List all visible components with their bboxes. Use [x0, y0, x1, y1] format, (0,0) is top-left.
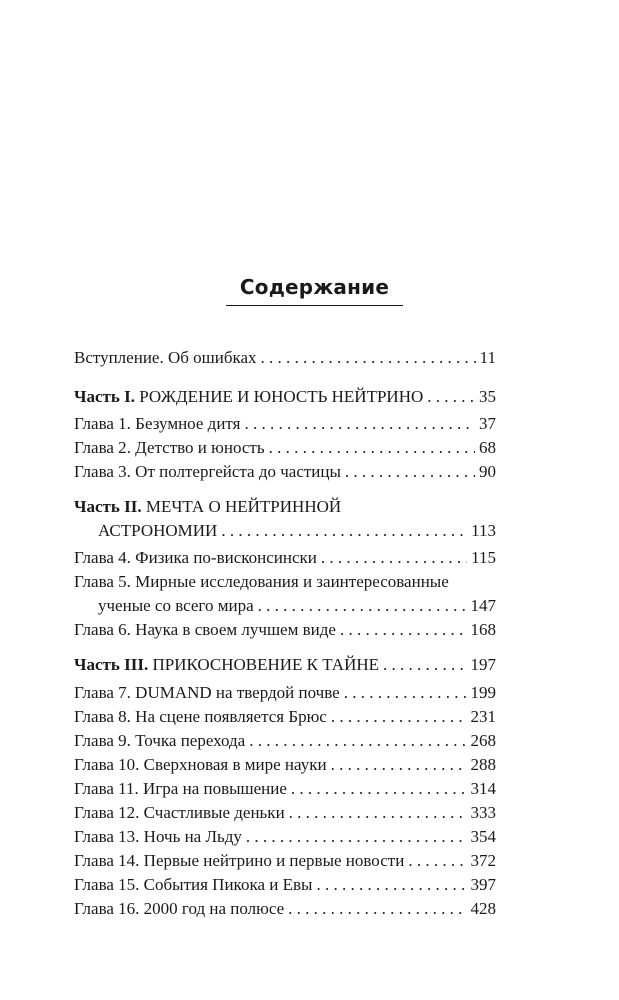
toc-entry-chapter-10[interactable]	[74, 753, 496, 777]
entry-page-number: 372	[470, 851, 496, 870]
toc-entry-chapter-1[interactable]	[74, 412, 496, 436]
toc-entry-intro[interactable]	[74, 346, 496, 370]
entry-label	[74, 385, 423, 409]
toc-entry-chapter-5-line-2[interactable]	[74, 594, 496, 618]
entry-page-number: 199	[470, 683, 496, 702]
entry-label: Глава 9. Точка перехода	[74, 731, 246, 750]
entry-page-number: 115	[471, 548, 496, 567]
entry-page-number: 397	[470, 875, 496, 894]
entry-label-line-2: ученые со всего мира	[98, 596, 254, 615]
entry-label: Глава 15. События Пикока и Евы	[74, 875, 313, 894]
dot-leader	[221, 519, 467, 543]
toc-entry-chapter-4[interactable]	[74, 546, 496, 570]
entry-label: Глава 1. Безумное дитя	[74, 414, 241, 433]
dot-leader	[331, 753, 467, 777]
toc-entry-chapter-5-line-1[interactable]	[74, 570, 496, 594]
toc-entry-part-2-line-1[interactable]	[74, 495, 496, 519]
entry-page-number: 37	[479, 414, 496, 433]
dot-leader	[331, 705, 467, 729]
toc-entry-chapter-7[interactable]	[74, 681, 496, 705]
entry-page-number: 354	[470, 827, 496, 846]
entry-page-number: 90	[479, 462, 496, 481]
dot-leader	[344, 681, 467, 705]
entry-page-number: 288	[470, 755, 496, 774]
entry-page-number: 147	[470, 596, 496, 615]
entry-label: Глава 3. От полтергейста до частицы	[74, 462, 341, 481]
toc-entry-chapter-11[interactable]	[74, 777, 496, 801]
dot-leader	[258, 594, 467, 618]
entry-page-number: 231	[470, 707, 496, 726]
entry-label: Глава 16. 2000 год на полюсе	[74, 899, 285, 918]
toc-entry-chapter-12[interactable]	[74, 801, 496, 825]
entry-label: Глава 14. Первые нейтрино и первые новости	[74, 851, 405, 870]
part-prefix: Часть I.	[74, 387, 135, 406]
part-title: РОЖДЕНИЕ И ЮНОСТЬ НЕЙТРИНО	[134, 387, 424, 406]
entry-page-number: 428	[470, 899, 496, 918]
toc-heading-text: Содержание	[226, 275, 403, 306]
part-prefix: Часть II.	[74, 497, 142, 516]
dot-leader	[269, 436, 475, 460]
toc-entry-chapter-15[interactable]	[74, 873, 496, 897]
entry-label	[74, 653, 379, 677]
dot-leader	[244, 412, 475, 436]
entry-label: Глава 11. Игра на повышение	[74, 779, 287, 798]
entry-label: Глава 10. Сверхновая в мире науки	[74, 755, 327, 774]
entry-label-line-1: Глава 5. Мирные исследования и заинтересованные	[74, 572, 449, 591]
entry-page-number: 68	[479, 438, 496, 457]
dot-leader	[321, 546, 467, 570]
entry-page-number: 268	[470, 731, 496, 750]
entry-label: Вступление. Об ошибках	[74, 348, 257, 367]
entry-label	[74, 497, 341, 516]
toc-heading	[0, 275, 619, 306]
entry-label: Глава 2. Детство и юность	[74, 438, 265, 457]
entry-page-number: 168	[470, 620, 496, 639]
dot-leader	[261, 346, 476, 370]
dot-leader	[340, 618, 467, 642]
part-prefix: Часть III.	[74, 655, 149, 674]
toc-entry-chapter-13[interactable]	[74, 825, 496, 849]
dot-leader	[345, 460, 475, 484]
dot-leader	[408, 849, 466, 873]
toc-entry-chapter-8[interactable]	[74, 705, 496, 729]
entry-label: Глава 8. На сцене появляется Брюс	[74, 707, 327, 726]
dot-leader	[316, 873, 466, 897]
part-title-line-1: МЕЧТА О НЕЙТРИННОЙ	[141, 497, 342, 516]
toc-entry-chapter-2[interactable]	[74, 436, 496, 460]
toc-entry-chapter-9[interactable]	[74, 729, 496, 753]
toc-entry-chapter-16[interactable]	[74, 897, 496, 921]
dot-leader	[288, 897, 466, 921]
part-title-line-2: АСТРОНОМИИ	[98, 521, 218, 540]
entry-page-number: 314	[470, 779, 496, 798]
toc-entry-part-3[interactable]	[74, 653, 496, 677]
toc-entry-part-2-line-2[interactable]	[74, 519, 496, 543]
entry-label: Глава 6. Наука в своем лучшем виде	[74, 620, 336, 639]
entry-page-number: 197	[470, 655, 496, 674]
toc-entry-chapter-14[interactable]	[74, 849, 496, 873]
entry-label: Глава 4. Физика по-висконсински	[74, 548, 317, 567]
toc-entry-chapter-3[interactable]	[74, 460, 496, 484]
entry-page-number: 11	[479, 348, 496, 367]
dot-leader	[383, 653, 466, 677]
entry-page-number: 333	[470, 803, 496, 822]
toc-entry-chapter-6[interactable]	[74, 618, 496, 642]
entry-label: Глава 7. DUMAND на твердой почве	[74, 683, 340, 702]
dot-leader	[246, 825, 467, 849]
entry-page-number: 35	[479, 387, 496, 406]
dot-leader	[291, 777, 467, 801]
dot-leader	[427, 385, 475, 409]
dot-leader	[289, 801, 467, 825]
entry-label: Глава 12. Счастливые деньки	[74, 803, 285, 822]
dot-leader	[249, 729, 466, 753]
entry-label: Глава 13. Ночь на Льду	[74, 827, 242, 846]
entry-page-number: 113	[471, 521, 496, 540]
part-title: ПРИКОСНОВЕНИЕ К ТАЙНЕ	[148, 655, 380, 674]
toc-entry-part-1[interactable]	[74, 385, 496, 409]
